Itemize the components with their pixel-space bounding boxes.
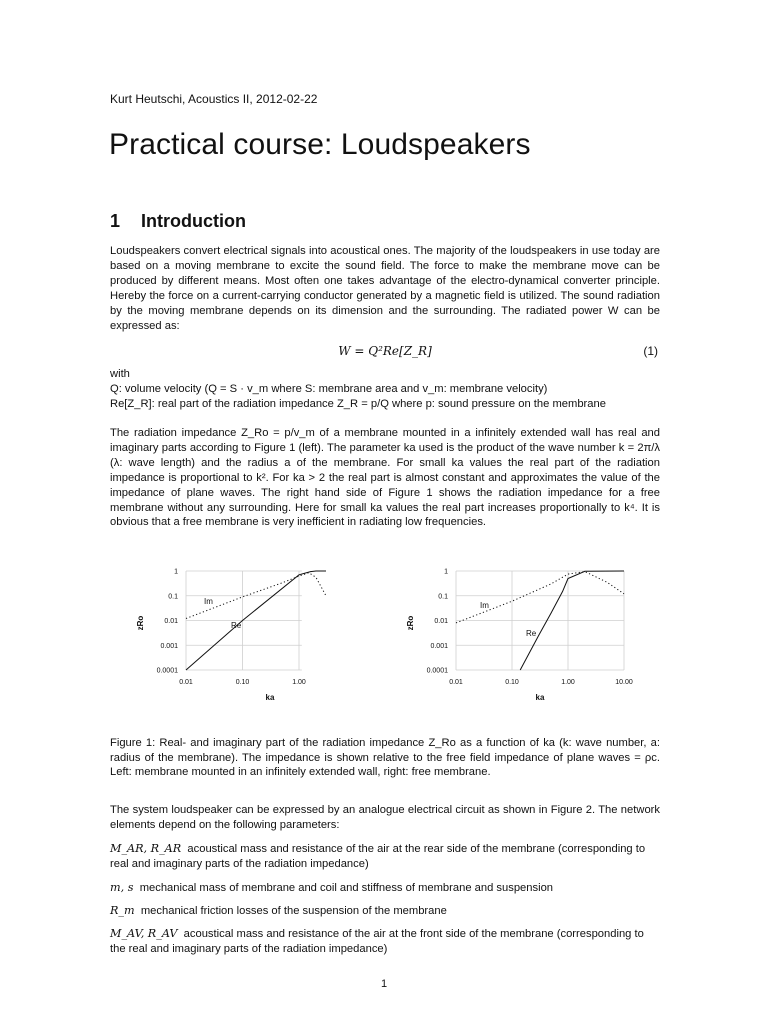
definition-text: acoustical mass and resistance of the air at the rear side of the membrane (corresponding to real and imaginary parts of the radiation impedance) (110, 843, 646, 870)
definition-rm (110, 904, 660, 919)
y-tick-label: 0.01 (434, 618, 448, 625)
section-heading (110, 211, 246, 232)
y-tick-label: 0.001 (160, 642, 178, 650)
series-label-im: Im (480, 601, 489, 610)
figure-caption: Figure 1: Real- and imaginary part of the radiation impedance Z_Ro as a function of ka (k: wave number, a: radius of the membrane). The impedance is shown relative to the free field impedance of plane waves = ρc. Left: membrane mounted in an infinitely extended wall, right: free membrane. (110, 737, 660, 779)
intro-paragraph: Loudspeakers convert electrical signals into acoustical ones. The majority of the loudspeakers in use today are based on a moving membrane to excite the sound field. The force to make the membrane move can be produced by different means. Most often one takes advantage of the electro-dynamical converter principle. Hereby the force on a current-carrying conductor generated by a magnetic field is utilized. The sound radiation by the moving membrane depends on its dimension and the surrounding. The radiated power W can be expressed as: (110, 245, 660, 332)
y-tick-label: 0.0001 (156, 667, 178, 675)
definition-text: acoustical mass and resistance of the air at the front side of the membrane (corresponding to the real and imaginary parts of the radiation impedance) (110, 928, 644, 955)
x-tick-label: 0.01 (179, 679, 193, 686)
y-tick-label: 0.1 (168, 593, 178, 601)
x-tick-label: 1.00 (292, 679, 306, 686)
x-axis-label: ka (265, 693, 275, 702)
figure-1-charts (130, 560, 650, 710)
y-tick-label: 1 (444, 568, 448, 576)
y-tick-label: 0.1 (438, 593, 448, 601)
x-tick-label: 1.00 (561, 679, 575, 686)
x-tick-label: 0.10 (235, 679, 250, 686)
x-tick-label: 0.10 (505, 679, 519, 686)
equation-formula: W = Q²Re[Z_R] (338, 344, 432, 358)
definition-text: mechanical mass of membrane and coil and stiffness of membrane and suspension (139, 882, 554, 894)
definition-mav (110, 927, 660, 956)
section-title: Introduction (141, 211, 246, 231)
definition-term: R_m (110, 904, 135, 917)
y-tick-label: 1 (174, 568, 178, 576)
radiation-paragraph: The radiation impedance Z_Ro = p/v_m of a membrane mounted in a infinitely extended wall has real and imaginary parts according to Figure 1 (left). The parameter ka used is the product of the wave number k = 2π/λ (λ: wave length) and the radius a of the membrane. For small ka values the real part of the radiation impedance is proportional to k². For ka > 2 the real part is almost constant and approximates the value of the impedance of plane waves. The right hand side of Figure 1 shows the radiation impedance for a free membrane without any surrounding. Here for small ka values the real part increases proportionally to k⁴. It is obvious that a free membrane is very inefficient in radiating low frequencies. (110, 427, 660, 529)
running-header: Kurt Heutschi, Acoustics II, 2012-02-22 (110, 92, 318, 106)
y-axis-label: zRo (136, 615, 145, 631)
definition-text: mechanical friction losses of the suspension of the membrane (140, 905, 447, 917)
series-label-im: Im (204, 597, 213, 606)
definition-ms (110, 881, 660, 896)
definition-term: M_AV, R_AV (110, 927, 178, 940)
figure-1 (130, 560, 650, 715)
x-axis-label: ka (535, 693, 545, 702)
definition-mar (110, 842, 660, 871)
with-text: with (110, 368, 130, 380)
series-im-line (456, 572, 624, 623)
series-label-re: Re (231, 621, 242, 630)
section-number: 1 (110, 211, 121, 231)
equation-number: (1) (643, 344, 658, 358)
x-tick-label: 10.00 (615, 679, 633, 686)
definition-term: M_AR, R_AR (110, 842, 182, 855)
y-axis-label: zRo (406, 615, 415, 631)
definition-q: Q: volume velocity (Q = S · v_m where S: membrane area and v_m: membrane velocity) (110, 382, 548, 395)
definition-re: Re[Z_R]: real part of the radiation impedance Z_R = p/Q where p: sound pressure on the membrane (110, 397, 606, 410)
y-tick-label: 0.01 (164, 618, 178, 625)
document-title: Practical course: Loudspeakers (109, 128, 531, 161)
y-tick-label: 0.0001 (426, 667, 448, 675)
definition-term: m, s (110, 881, 134, 894)
x-tick-label: 0.01 (449, 679, 463, 686)
y-tick-label: 0.001 (430, 642, 448, 650)
definitions-block (110, 367, 660, 412)
system-paragraph: The system loudspeaker can be expressed by an analogue electrical circuit as shown in Figure 2. The network elements depend on the following parameters: (110, 804, 660, 831)
series-label-re: Re (526, 629, 537, 638)
page-number: 1 (380, 978, 388, 990)
